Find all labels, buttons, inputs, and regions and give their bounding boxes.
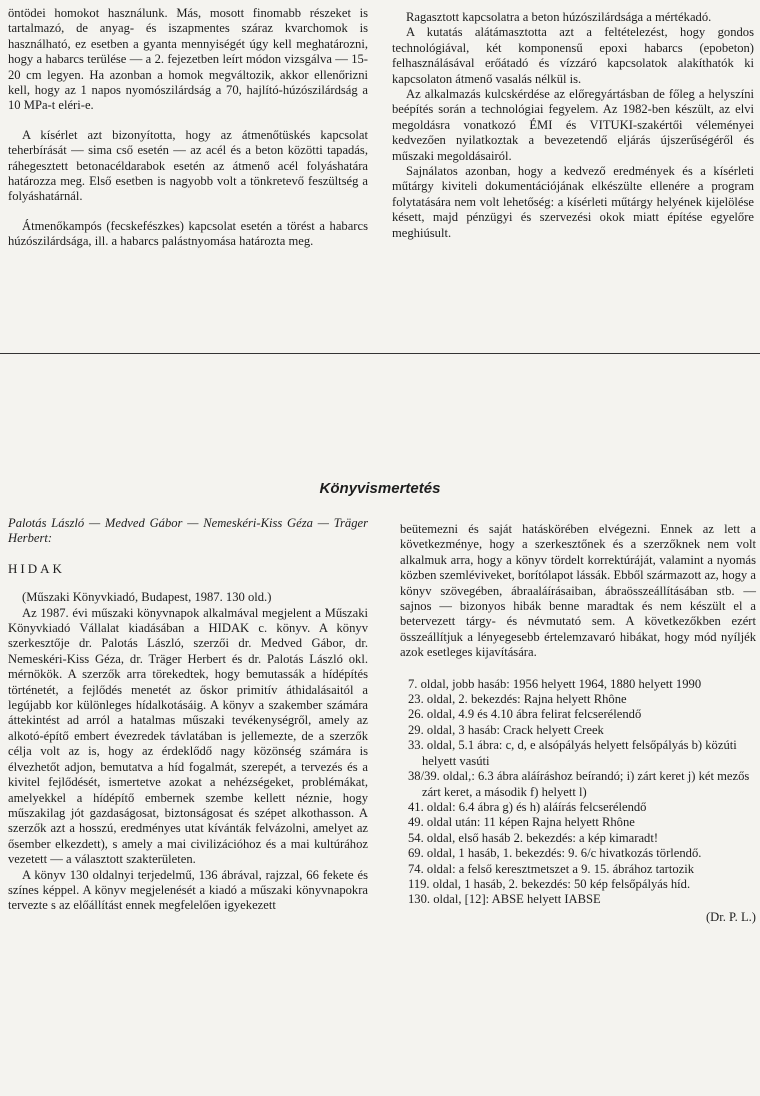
errata-item: 23. oldal, 2. bekezdés: Rajna helyett Rhône xyxy=(408,692,627,707)
article-paragraph: Átmenőkampós (fecskefészkes) kapcsolat esetén a törést a habarcs húzószilárdsága, ill. a habarcs palástnyomása határozta meg. xyxy=(8,218,368,249)
section-title: Könyvismertetés xyxy=(319,480,441,497)
section-divider xyxy=(0,353,760,354)
errata-item: 33. oldal, 5.1 ábra: c, d, e alsópályás helyett felsőpályás b) közúti helyett vasúti xyxy=(408,738,737,768)
errata-item: 49. oldal után: 11 képen Rajna helyett Rhône xyxy=(408,815,635,830)
errata-item: 29. oldal, 3 hasáb: Crack helyett Creek xyxy=(408,722,604,737)
review-column-right xyxy=(400,522,756,925)
errata-item: 119. oldal, 1 hasáb, 2. bekezdés: 50 kép felsőpályás híd. xyxy=(408,876,691,891)
article-paragraph: A kutatás alátámasztotta azt a feltételezést, hogy gondos technológiával, két komponensű epoxi habarcs (epobeton) felhasználásával erőátadó és vízzáró kapcsolatok alakíthatók ki kapcsolaton átmenő vasalás nélkül is. xyxy=(392,25,754,86)
article-paragraph: öntödei homokot használunk. Más, mosott finomabb részeket is tartalmazó, de anyag- és iszapmentes száraz kvarchomok is használható, ez esetben a gyanta mennyiségét úgy kell meghatározni, hogy a habarcs terülése — a 2. fejezetben leírt módon vizsgálva — 15-20 cm legyen. Ha azonban a homok megváltozik, akkor ellenőrizni kell, hogy az 1 napos nyomószilárdság a 70, hajlító-húzószilárdság a 10 MPa-t eléri-e. xyxy=(8,6,368,113)
article-paragraph: Sajnálatos azonban, hogy a kedvező eredmények és a kísérleti műtárgy kiviteli dokumentációjának elkészülte ellenére a program folytatására nem volt lehetőség: a kísérleti műtárgy helyének kijelölése késett, majd pénzügyi és szervezési okok miatt építése egyelőre meghiúsult. xyxy=(392,164,754,240)
errata-item: 74. oldal: a felső keresztmetszet a 9. 15. ábrához tartozik xyxy=(408,861,695,876)
review-book-title: HIDAK xyxy=(8,560,65,576)
errata-item: 130. oldal, [12]: ABSE helyett IABSE xyxy=(408,892,601,907)
errata-item: 41. oldal: 6.4 ábra g) és h) aláírás felcserélendő xyxy=(408,799,647,814)
article-paragraph: Az alkalmazás kulcskérdése az előregyártásban de főleg a helyszíni beépítés során a technológiai fegyelem. Az 1982-ben készült, az elvi megoldásra vonatkozó ÉMI és VITUKI-szakértői véleményei kedvezően nyilatkoztak a bevezetendő eljárás újszerűségéről és műszaki megoldásairól. xyxy=(392,87,754,163)
errata-list xyxy=(400,677,756,908)
errata-item: 54. oldal, első hasáb 2. bekezdés: a kép kimaradt! xyxy=(408,830,659,845)
errata-item: 38/39. oldal,: 6.3 ábra aláíráshoz beírandó; i) zárt keret j) két mezős zárt keret, a második f) helyett l) xyxy=(408,769,750,799)
review-publisher: (Műszaki Könyvkiadó, Budapest, 1987. 130 old.) xyxy=(22,590,272,605)
errata-item: 26. oldal, 4.9 és 4.10 ábra felirat felcserélendő xyxy=(408,707,642,722)
review-paragraph: Az 1987. évi műszaki könyvnapok alkalmával megjelent a Műszaki Könyvkiadó Vállalat kiadásában a HIDAK c. könyv. A könyv szerkesztője dr. Palotás László, szerzői dr. Medved Gábor, dr. Nemeskéri-Kiss Géza, dr. Träger Herbert és dr. Palotás László okl. mérnökök. A szerzők arra törekedtek, hogy bemutassák a hídépítés történetét, a fejlődés menetét az őskor primitív áthidalásaitól a legújabb kor különleges hídalkotásáig. A könyv a szakember számára áttekintést ad arról a hatalmas műszaki tevékenységről, amely az alkotó-építő embert évezredek távlatában is jellemezte, de a szerzők célja volt az is, hogy az érdeklődő nagy közönség számára is élvezhetőt adjon, bemutatva a híd fogalmát, szerepét, a tervezés és a kivitel fejlődését, ismertetve azokat a nehézségeket, problémákat, amelyekkel a hídépítő embernek szembe kellett néznie, hogy műszakilag jót gazdaságosat, biztonságosat és szépet alkothasson. A szerzők azt a hosszú, eredményes utat kívánták felvázolni, amelyet az ősember elkezdett), s amely a mai civilizációhoz és a mai kultúrához vezetett — a választott szakterületen. xyxy=(8,605,368,867)
article-paragraph: A kísérlet azt bizonyította, hogy az átmenőtüskés kapcsolat teherbírását — sima cső esetén — az acél és a beton közötti tapadás, ráhegesztett betonacéldarabok esetén az átmenő acél folyáshatára határozza meg. Első esetben is nagyobb volt a tönkretevő feszültség a folyáshatárnál. xyxy=(8,127,368,204)
review-signature: (Dr. P. L.) xyxy=(705,909,756,924)
errata-item: 69. oldal, 1 hasáb, 1. bekezdés: 9. 6/c hivatkozás törlendő. xyxy=(408,846,702,861)
article-column-left xyxy=(8,6,368,250)
errata-item: 7. oldal, jobb hasáb: 1956 helyett 1964, 1880 helyett 1990 xyxy=(408,676,702,691)
review-paragraph: A könyv 130 oldalnyi terjedelmű, 136 ábrával, rajzzal, 66 fekete és színes képpel. A könyv megjelenését a kiadó a műszaki könyvnapokra tervezte s az előállítást ennek megfelelően igyekezett xyxy=(8,867,368,913)
review-column-left xyxy=(8,516,368,914)
review-paragraph: beütemezni és saját hatáskörében elvégezni. Ennek az lett a következménye, hogy a szerkesztőnek és a szerzőknek nem volt alkalmuk arra, hogy a könyv tördelt korrektúráját, valamint a nyomás közben szemléviveket, borítólapot lássák. Ebből származott az, hogy a könyv szövegében, ábraaláírásaiban, ábraösszeállításában stb. — sajnos — bizonyos hibák benne maradtak és nem készült el a betervezett tárgy- és névmutató sem. A következőkben ezért összeállítjuk a lényegesebb értelemzavaró hibákat, hogy mód nyíljék azok esetleges kijavítására. xyxy=(400,522,756,660)
review-authors: Palotás László — Medved Gábor — Nemeskéri-Kiss Géza — Träger Herbert: xyxy=(8,516,368,546)
article-paragraph: Ragasztott kapcsolatra a beton húzószilárdsága a mértékadó. xyxy=(406,10,712,24)
article-column-right xyxy=(392,10,754,241)
